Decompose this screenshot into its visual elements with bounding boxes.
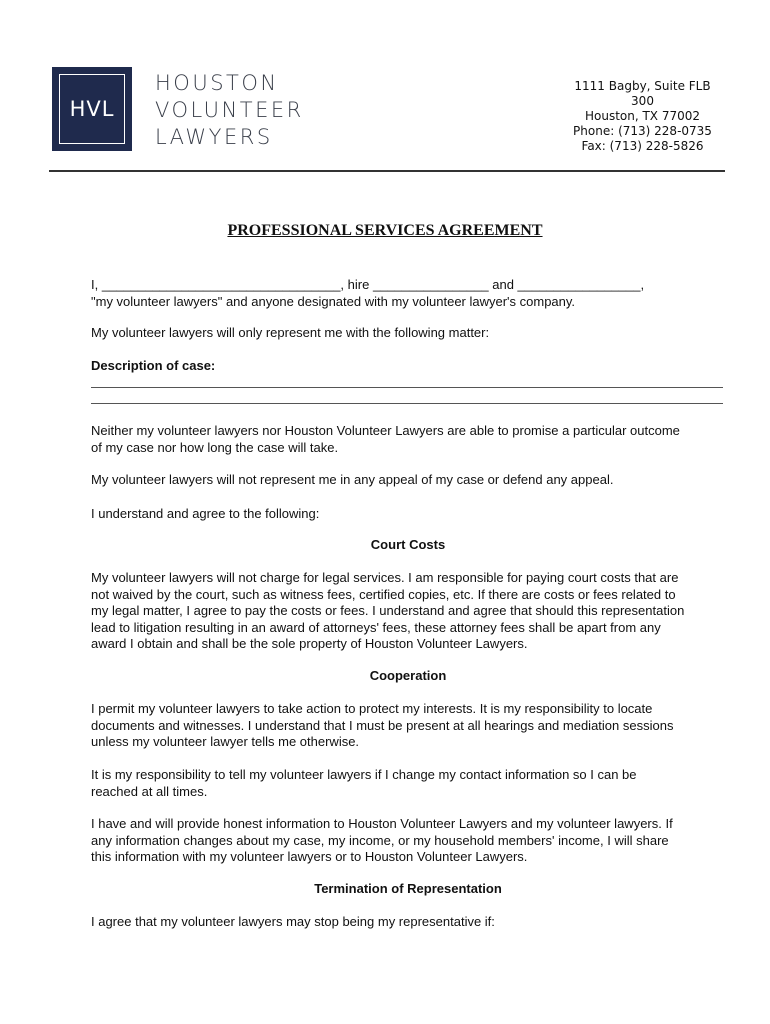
logo-line-1: HOUSTON bbox=[155, 71, 279, 95]
court-costs-paragraph bbox=[91, 570, 731, 653]
court-costs-line: not waived by the court, such as witness fees, certified copies, etc. If there are costs or fees related to bbox=[91, 586, 676, 602]
no-promise-line-1: Neither my volunteer lawyers nor Houston Volunteer Lawyers are able to promise a particular outcome bbox=[91, 423, 680, 438]
cooperation-line: reached at all times. bbox=[91, 783, 208, 799]
address-line-2: 300 bbox=[631, 94, 654, 108]
logo-wordmark bbox=[155, 70, 304, 151]
logo-mark bbox=[52, 67, 132, 151]
court-costs-line: award I obtain and shall be the sole property of Houston Volunteer Lawyers. bbox=[91, 636, 528, 651]
cooperation-line: any information changes about my case, my income, or my household members' income, I will share bbox=[91, 832, 669, 848]
address-line-3: Houston, TX 77002 bbox=[584, 109, 701, 123]
cooperation-line: documents and witnesses. I understand that I must be present at all hearings and mediation sessions bbox=[91, 717, 674, 733]
intro-line-1: I, _________________________________, hire ________________ and _________________, bbox=[91, 277, 645, 292]
cooperation-paragraph-3 bbox=[91, 816, 731, 866]
cooperation-line: this information with my volunteer lawyers or to Houston Volunteer Lawyers. bbox=[91, 849, 528, 864]
matter-statement: My volunteer lawyers will only represent me with the following matter: bbox=[91, 325, 490, 340]
logo-line-2: VOLUNTEER bbox=[155, 98, 304, 122]
court-costs-line: lead to litigation resulting in an award of attorneys' fees, these attorney fees shall be apart from any bbox=[91, 619, 661, 635]
court-costs-line: My volunteer lawyers will not charge for legal services. I am responsible for paying court costs that are bbox=[91, 570, 679, 585]
cooperation-line: I permit my volunteer lawyers to take action to protect my interests. It is my responsibility to locate bbox=[91, 701, 653, 716]
intro-paragraph bbox=[91, 277, 731, 310]
agree-paragraph: I understand and agree to the following: bbox=[91, 506, 320, 521]
court-costs-line: my legal matter, I agree to pay the costs or fees. I understand and agree that should this representation bbox=[91, 603, 685, 618]
cooperation-line: It is my responsibility to tell my volunteer lawyers if I change my contact information so I can be bbox=[91, 767, 637, 782]
description-label: Description of case: bbox=[91, 358, 216, 373]
phone-number: Phone: (713) 228-0735 bbox=[573, 124, 712, 138]
cooperation-line: unless my volunteer lawyer tells me otherwise. bbox=[91, 734, 360, 749]
page-title-text: PROFESSIONAL SERVICES AGREEMENT bbox=[227, 222, 543, 239]
termination-paragraph: I agree that my volunteer lawyers may stop being my representative if: bbox=[91, 914, 495, 929]
logo-line-3: LAWYERS bbox=[155, 125, 273, 149]
cooperation-paragraph-2 bbox=[91, 767, 731, 800]
address-block bbox=[560, 79, 725, 154]
no-promise-line-2: of my case nor how long the case will take. bbox=[91, 439, 339, 455]
court-costs-heading: Court Costs bbox=[370, 537, 446, 552]
page-title bbox=[0, 222, 770, 240]
description-blank-1 bbox=[91, 387, 723, 388]
no-appeal-paragraph: My volunteer lawyers will not represent me in any appeal of my case or defend any appeal. bbox=[91, 472, 614, 487]
address-line-1: 1111 Bagby, Suite FLB bbox=[574, 79, 711, 93]
cooperation-heading: Cooperation bbox=[369, 668, 447, 683]
description-blank-2 bbox=[91, 403, 723, 404]
fax-number: Fax: (713) 228-5826 bbox=[581, 139, 704, 153]
no-promise-paragraph bbox=[91, 423, 731, 456]
cooperation-paragraph-1 bbox=[91, 701, 731, 751]
logo-mark-text: HVL bbox=[59, 74, 125, 144]
header-divider bbox=[49, 170, 725, 172]
cooperation-line: I have and will provide honest information to Houston Volunteer Lawyers and my volunteer lawyers. If bbox=[91, 816, 673, 831]
termination-heading: Termination of Representation bbox=[314, 881, 502, 896]
intro-line-2: "my volunteer lawyers" and anyone designated with my volunteer lawyer's company. bbox=[91, 293, 576, 309]
